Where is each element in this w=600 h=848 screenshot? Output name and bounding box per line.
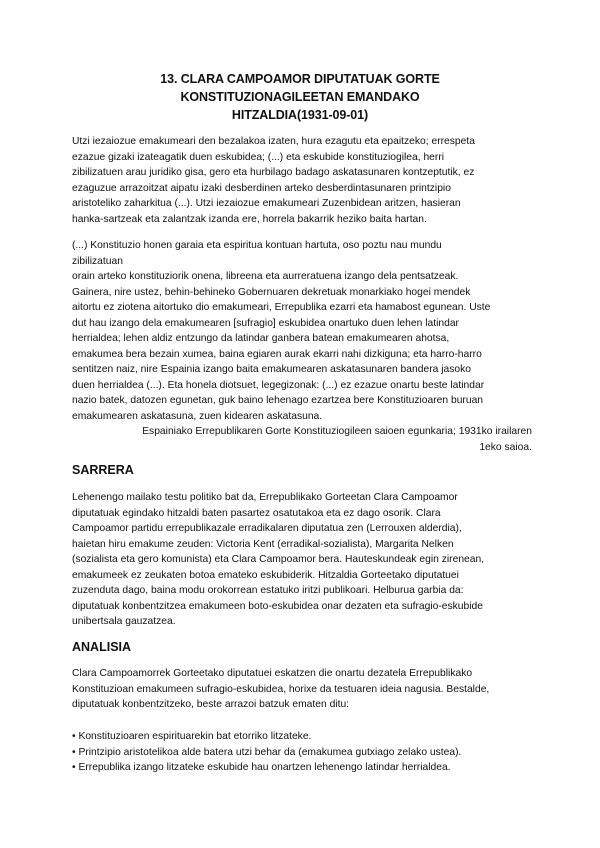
text-line: unibertsala gauzatzea. [72, 616, 176, 627]
analisia-paragraph [72, 666, 532, 713]
quote-paragraph-1 [72, 134, 532, 227]
text-line: Konstituzioan emakumeen sufragio-eskubidea, horixe da testuaren ideia nagusia. Bestalde, [72, 683, 490, 695]
quote-paragraph-2 [72, 238, 532, 424]
document-title-line-3: HITZALDIA(1931-09-01) [231, 108, 369, 122]
text-line: zuzenduta dago, baina modu orokorrean estatuko iritzi publikoari. Helburua garbia da: [72, 585, 464, 596]
text-line: (...) Konstituzio honen garaia eta espiritua kontuan hartuta, oso poztu nau mundu [72, 240, 442, 251]
text-line: haietan hiru emakume zeuden: Victoria Kent (erradikal-sozialista), Margarita Nelken [72, 538, 454, 550]
text-line: emakumeek ez zeukaten botoa emateko eskubiderik. Hitzaldia Gorteetako diputatuei [72, 569, 459, 581]
text-line: emakumearen askatasuna, zuen kidearen askatasuna. [72, 410, 323, 422]
text-line: diputatuak egindako hitzaldi baten pasartez osatutakoa eta ez dago osorik. Clara [72, 507, 441, 519]
sarrera-paragraph [72, 490, 532, 630]
list-item: • Errepublika izango litzateke eskubide hau onartzen lehenengo latindar herrialdea. [72, 762, 451, 773]
quote-attribution [72, 424, 532, 455]
text-line: orain arteko konstituziorik onena, libreena eta aurreratuena izango dela pentsatzeak. [72, 271, 459, 282]
text-line: Lehenengo mailako testu politiko bat da, Errepublikako Gorteetan Clara Campoamor [72, 492, 458, 503]
section-heading-sarrera: SARRERA [72, 463, 134, 477]
text-line: ezaguzue arrazoitzat aipatu izaki desberdinen arteko desberdintasunaren printzipio [72, 182, 451, 194]
attribution-line-1: Espainiako Errepublikaren Gorte Konstituziogileen saioen egunkaria; 1931ko irailaren [142, 426, 532, 437]
text-line: Gainera, nire ustez, behin-behineko Gobernuaren dekretuak monarkiako hogei mendek [72, 286, 471, 298]
text-line: diputatuak konbentzitzeko, beste arrazoi batzuk ematen ditu: [72, 699, 350, 710]
text-line: Utzi iezaiozue emakumeari den bezalakoa izaten, hura ezagutu eta epaitzeko; errespeta [72, 136, 475, 147]
text-line: aristoteliko zaharkitua (...). Utzi iezaiozue emakumeari Zuzenbidean aritzen, hasieran [72, 198, 461, 209]
text-line: duen herrialdea (...). Eta honela diotsuet, legegizonak: (...) ez ezazue onartu beste latindar [72, 379, 485, 391]
text-line: ezazue gizaki izateagatik duen eskubidea; (...) eta eskubide konstituziogilea, herri [72, 151, 445, 163]
text-line: aitortu ez ziotena aitortuko dio emakumeari, Errepublika ezarri eta hamabost egunean. Uste [72, 302, 491, 313]
text-line: emakumea bera bezain xumea, baina egiaren aurak ekarri nahi dizkiguna; eta harro-harro [72, 348, 482, 360]
section-heading-analisia: ANALISIA [72, 640, 132, 654]
attribution-line-2: 1eko saioa. [479, 441, 532, 453]
text-line: nazio batek, datozen egunetan, guk baino lehenago ezartzea bere Konstituzioaren buruan [72, 395, 484, 406]
text-line: herrialdea; lehen aldiz entzungo da latindar ganbera batean emakumearen ahotsa, [72, 333, 450, 344]
text-line: sentitzen naiz, nire Espainia izango baita emakumearen askatasunaren bandera jasoko [72, 364, 471, 375]
text-line: hanka-sartzeak eta zalantzak izanda ere, horrela bakarrik heziko baita hartan. [72, 213, 427, 225]
text-line: diputatuak konbentzitzea emakumeen boto-eskubidea onar dezaten eta sufragio-eskubide [72, 600, 484, 612]
list-item: • Konstituzioaren espirituarekin bat etorriko litzateke. [72, 731, 312, 742]
text-line: zibilizatuan [72, 255, 123, 267]
text-line: Clara Campoamorrek Gorteetako diputatuei eskatzen die onartu dezatela Errepublikako [72, 668, 473, 679]
list-item: • Printzipio aristotelikoa alde batera utzi behar da (emakumea gutxiago zelako ustea). [72, 746, 462, 758]
document-title-line-2: KONSTITUZIONAGILEETAN EMANDAKO [180, 90, 420, 104]
text-line: Campoamor partidu errepublikazale erradikalaren diputatua zen (Lerrouxen alderdia), [72, 523, 462, 534]
text-line: (sozialista eta gero komunista) eta Clara Campoamor bera. Hauteskundeak egin zirenean, [72, 554, 485, 565]
analisia-bullet-list [72, 729, 532, 776]
text-line: zibilizatuen arau juridiko gisa, gero eta hurbilago badago askatasunaren kontzeptutik, ez [72, 167, 475, 178]
document-title-line-1: 13. CLARA CAMPOAMOR DIPUTATUAK GORTE [160, 72, 440, 86]
text-line: dut hau izango dela emakumearen [sufragio] eskubidea onartuko duen lehen latindar [72, 317, 459, 329]
